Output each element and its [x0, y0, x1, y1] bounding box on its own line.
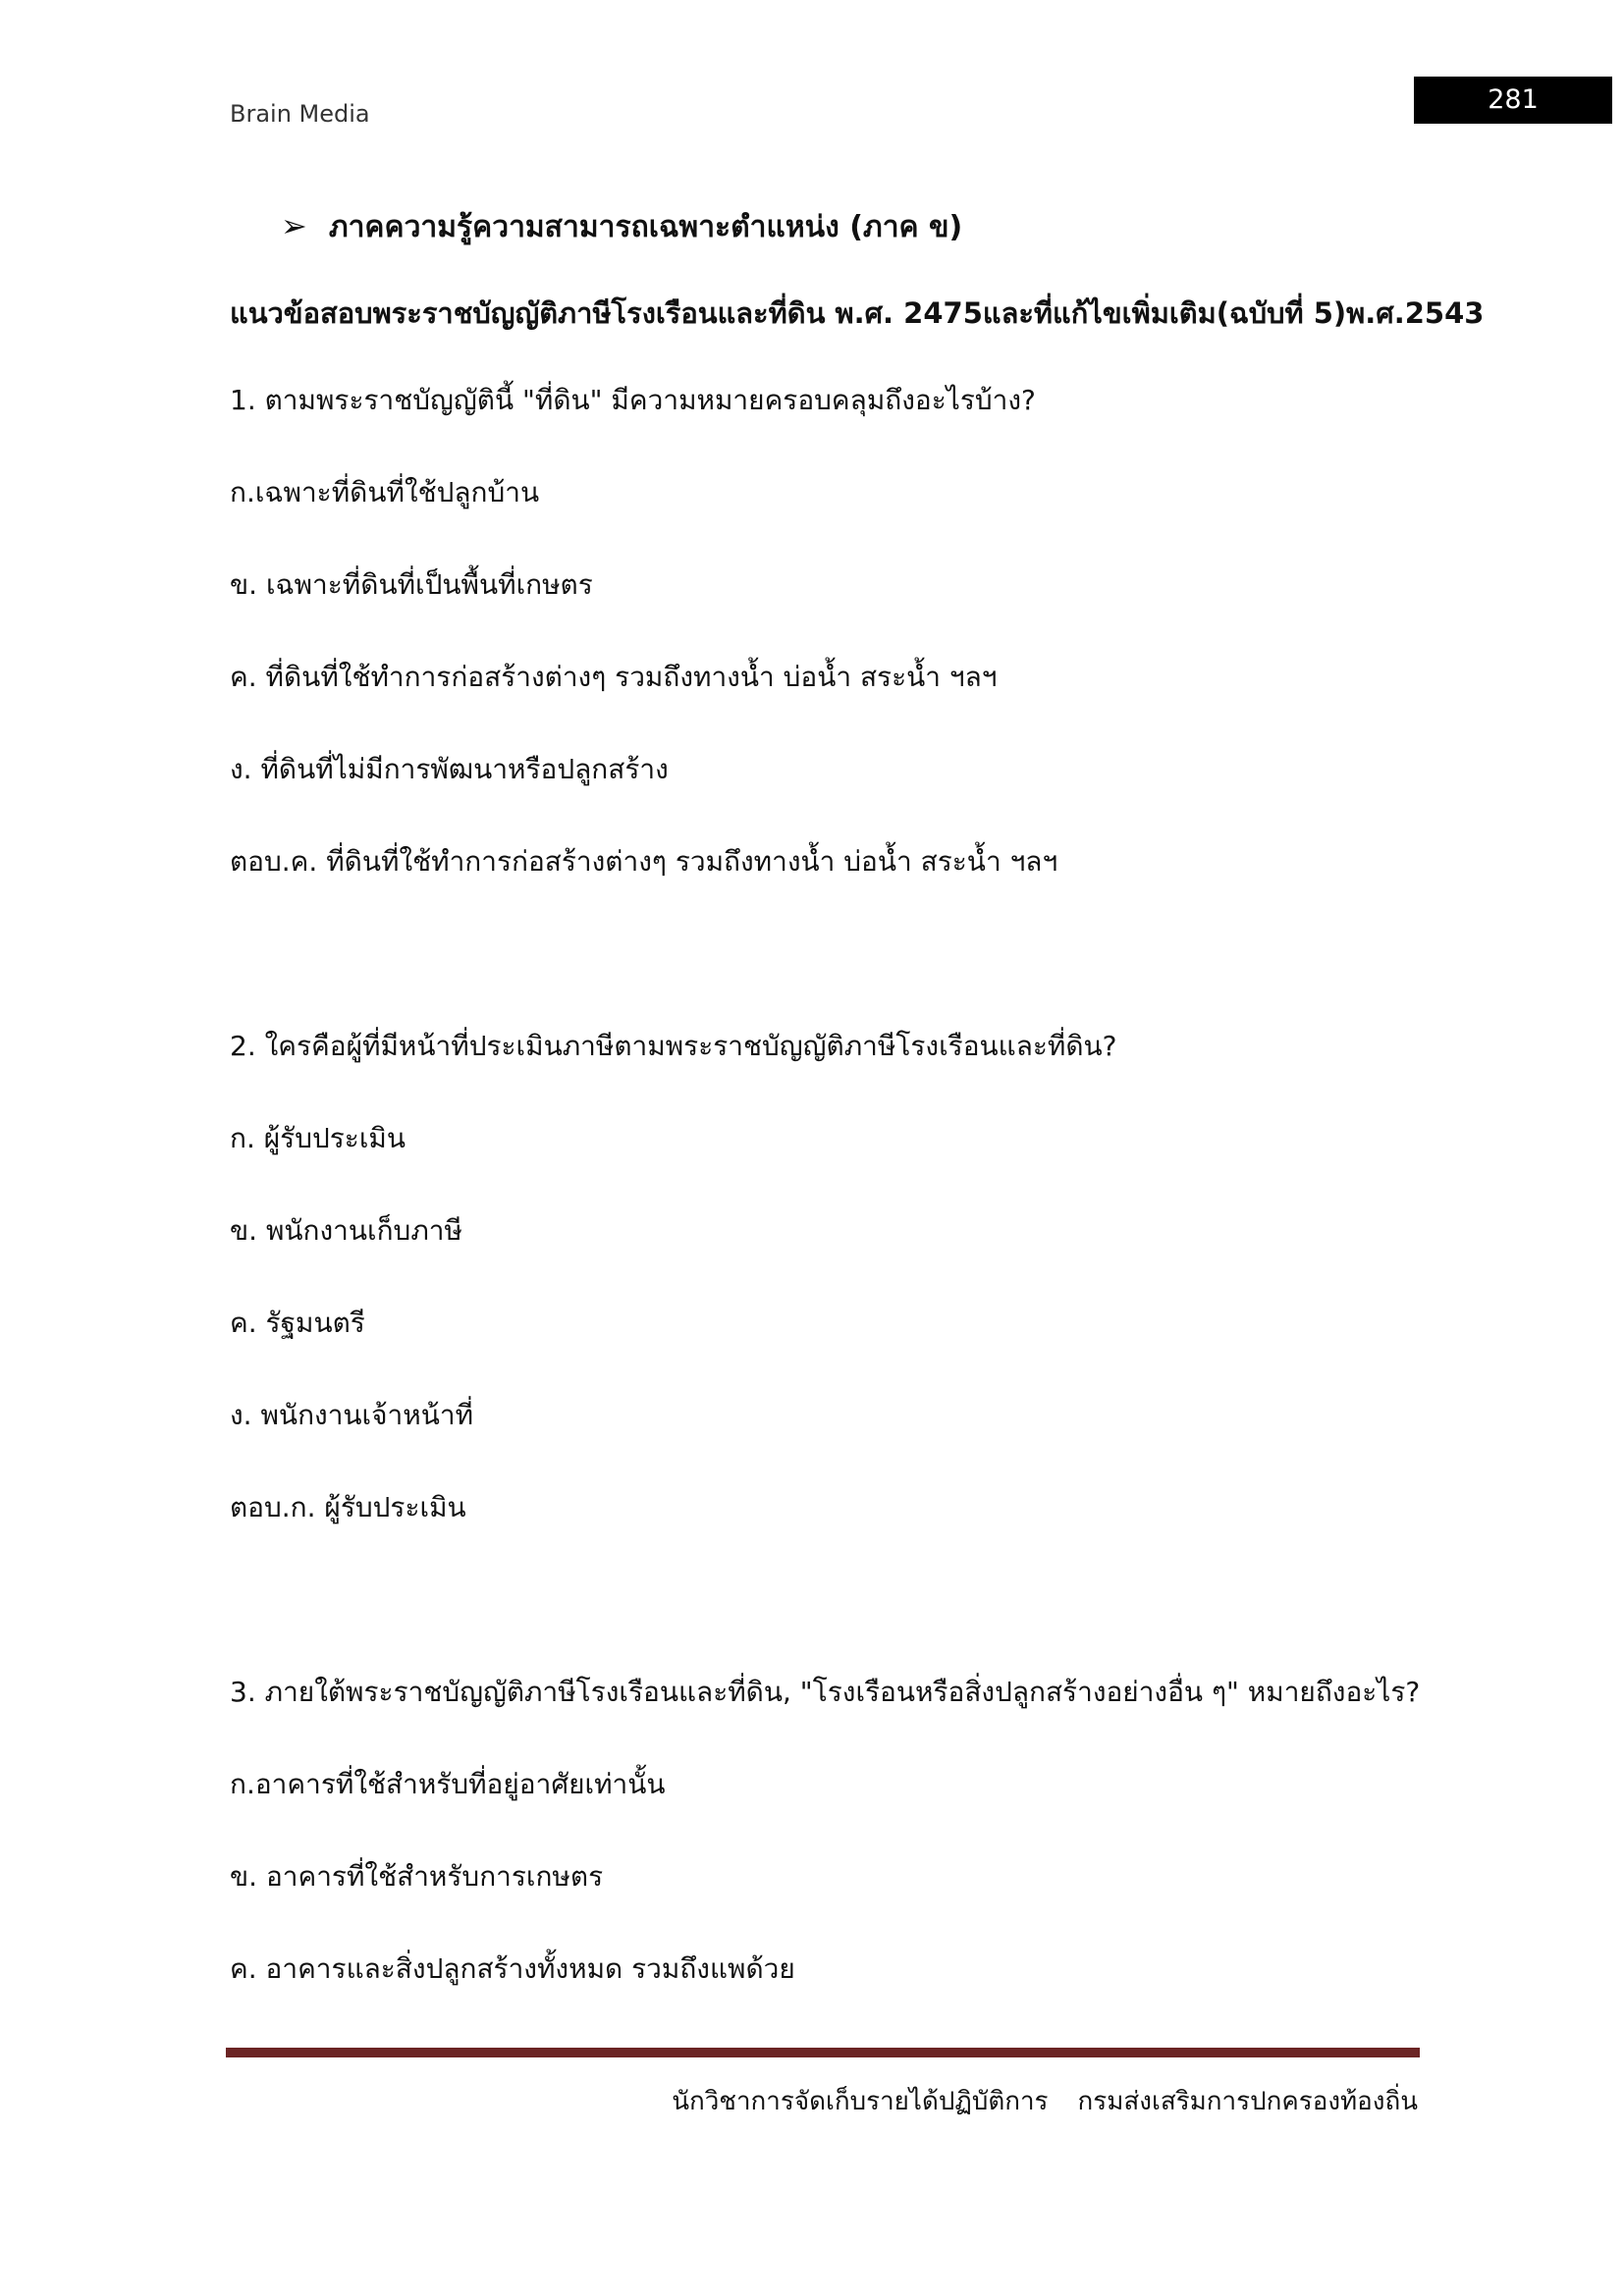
footer-rule: [226, 2048, 1420, 2057]
question-3-option-c: ค. อาคารและสิ่งปลูกสร้างทั้งหมด รวมถึงแพด้วย: [230, 1952, 795, 1985]
question-3: 3. ภายใต้พระราชบัญญัติภาษีโรงเรือนและที่ดิน, "โรงเรือนหรือสิ่งปลูกสร้างอย่างอื่น ๆ" หมายถึงอะไร?: [230, 1676, 1421, 1708]
section-heading-text: ภาคความรู้ความสามารถเฉพาะตำแหน่ง (ภาค ข): [328, 210, 963, 244]
subtitle: แนวข้อสอบพระราชบัญญัติภาษีโรงเรือนและที่ดิน พ.ศ. 2475และที่แก้ไขเพิ่มเติม(ฉบับที่ 5)พ.ศ.2543: [230, 296, 1485, 330]
question-2-option-c: ค. รัฐมนตรี: [230, 1307, 365, 1339]
question-2: 2. ใครคือผู้ที่มีหน้าที่ประเมินภาษีตามพระราชบัญญัติภาษีโรงเรือนและที่ดิน?: [230, 1030, 1117, 1062]
section-heading: [281, 204, 962, 250]
question-2-answer: ตอบ.ก. ผู้รับประเมิน: [230, 1491, 466, 1523]
question-1-answer: ตอบ.ค. ที่ดินที่ใช้ทำการก่อสร้างต่างๆ รวมถึงทางน้ำ บ่อน้ำ สระน้ำ ฯลฯ: [230, 845, 1058, 878]
question-3-option-a: ก.อาคารที่ใช้สำหรับที่อยู่อาศัยเท่านั้น: [230, 1768, 666, 1800]
question-2-option-a: ก. ผู้รับประเมิน: [230, 1122, 406, 1154]
question-1-option-b: ข. เฉพาะที่ดินที่เป็นพื้นที่เกษตร: [230, 568, 593, 601]
header-brand: Brain Media: [230, 100, 370, 128]
footer-position: นักวิชาการจัดเก็บรายได้ปฏิบัติการ: [672, 2087, 1049, 2116]
question-1-option-d: ง. ที่ดินที่ไม่มีการพัฒนาหรือปลูกสร้าง: [230, 753, 669, 785]
arrow-bullet-icon: ➢: [281, 207, 307, 244]
question-3-option-b: ข. อาคารที่ใช้สำหรับการเกษตร: [230, 1860, 604, 1893]
question-1-option-c: ค. ที่ดินที่ใช้ทำการก่อสร้างต่างๆ รวมถึงทางน้ำ บ่อน้ำ สระน้ำ ฯลฯ: [230, 661, 998, 693]
footer-department: กรมส่งเสริมการปกครองท้องถิ่น: [1077, 2087, 1418, 2116]
question-1-option-a: ก.เฉพาะที่ดินที่ใช้ปลูกบ้าน: [230, 476, 540, 508]
question-2-option-b: ข. พนักงานเก็บภาษี: [230, 1214, 462, 1247]
question-1: 1. ตามพระราชบัญญัตินี้ "ที่ดิน" มีความหมายครอบคลุมถึงอะไรบ้าง?: [230, 384, 1036, 416]
page-number-box: 281: [1414, 77, 1612, 124]
question-2-option-d: ง. พนักงานเจ้าหน้าที่: [230, 1399, 474, 1431]
footer-text: [672, 2081, 1418, 2121]
